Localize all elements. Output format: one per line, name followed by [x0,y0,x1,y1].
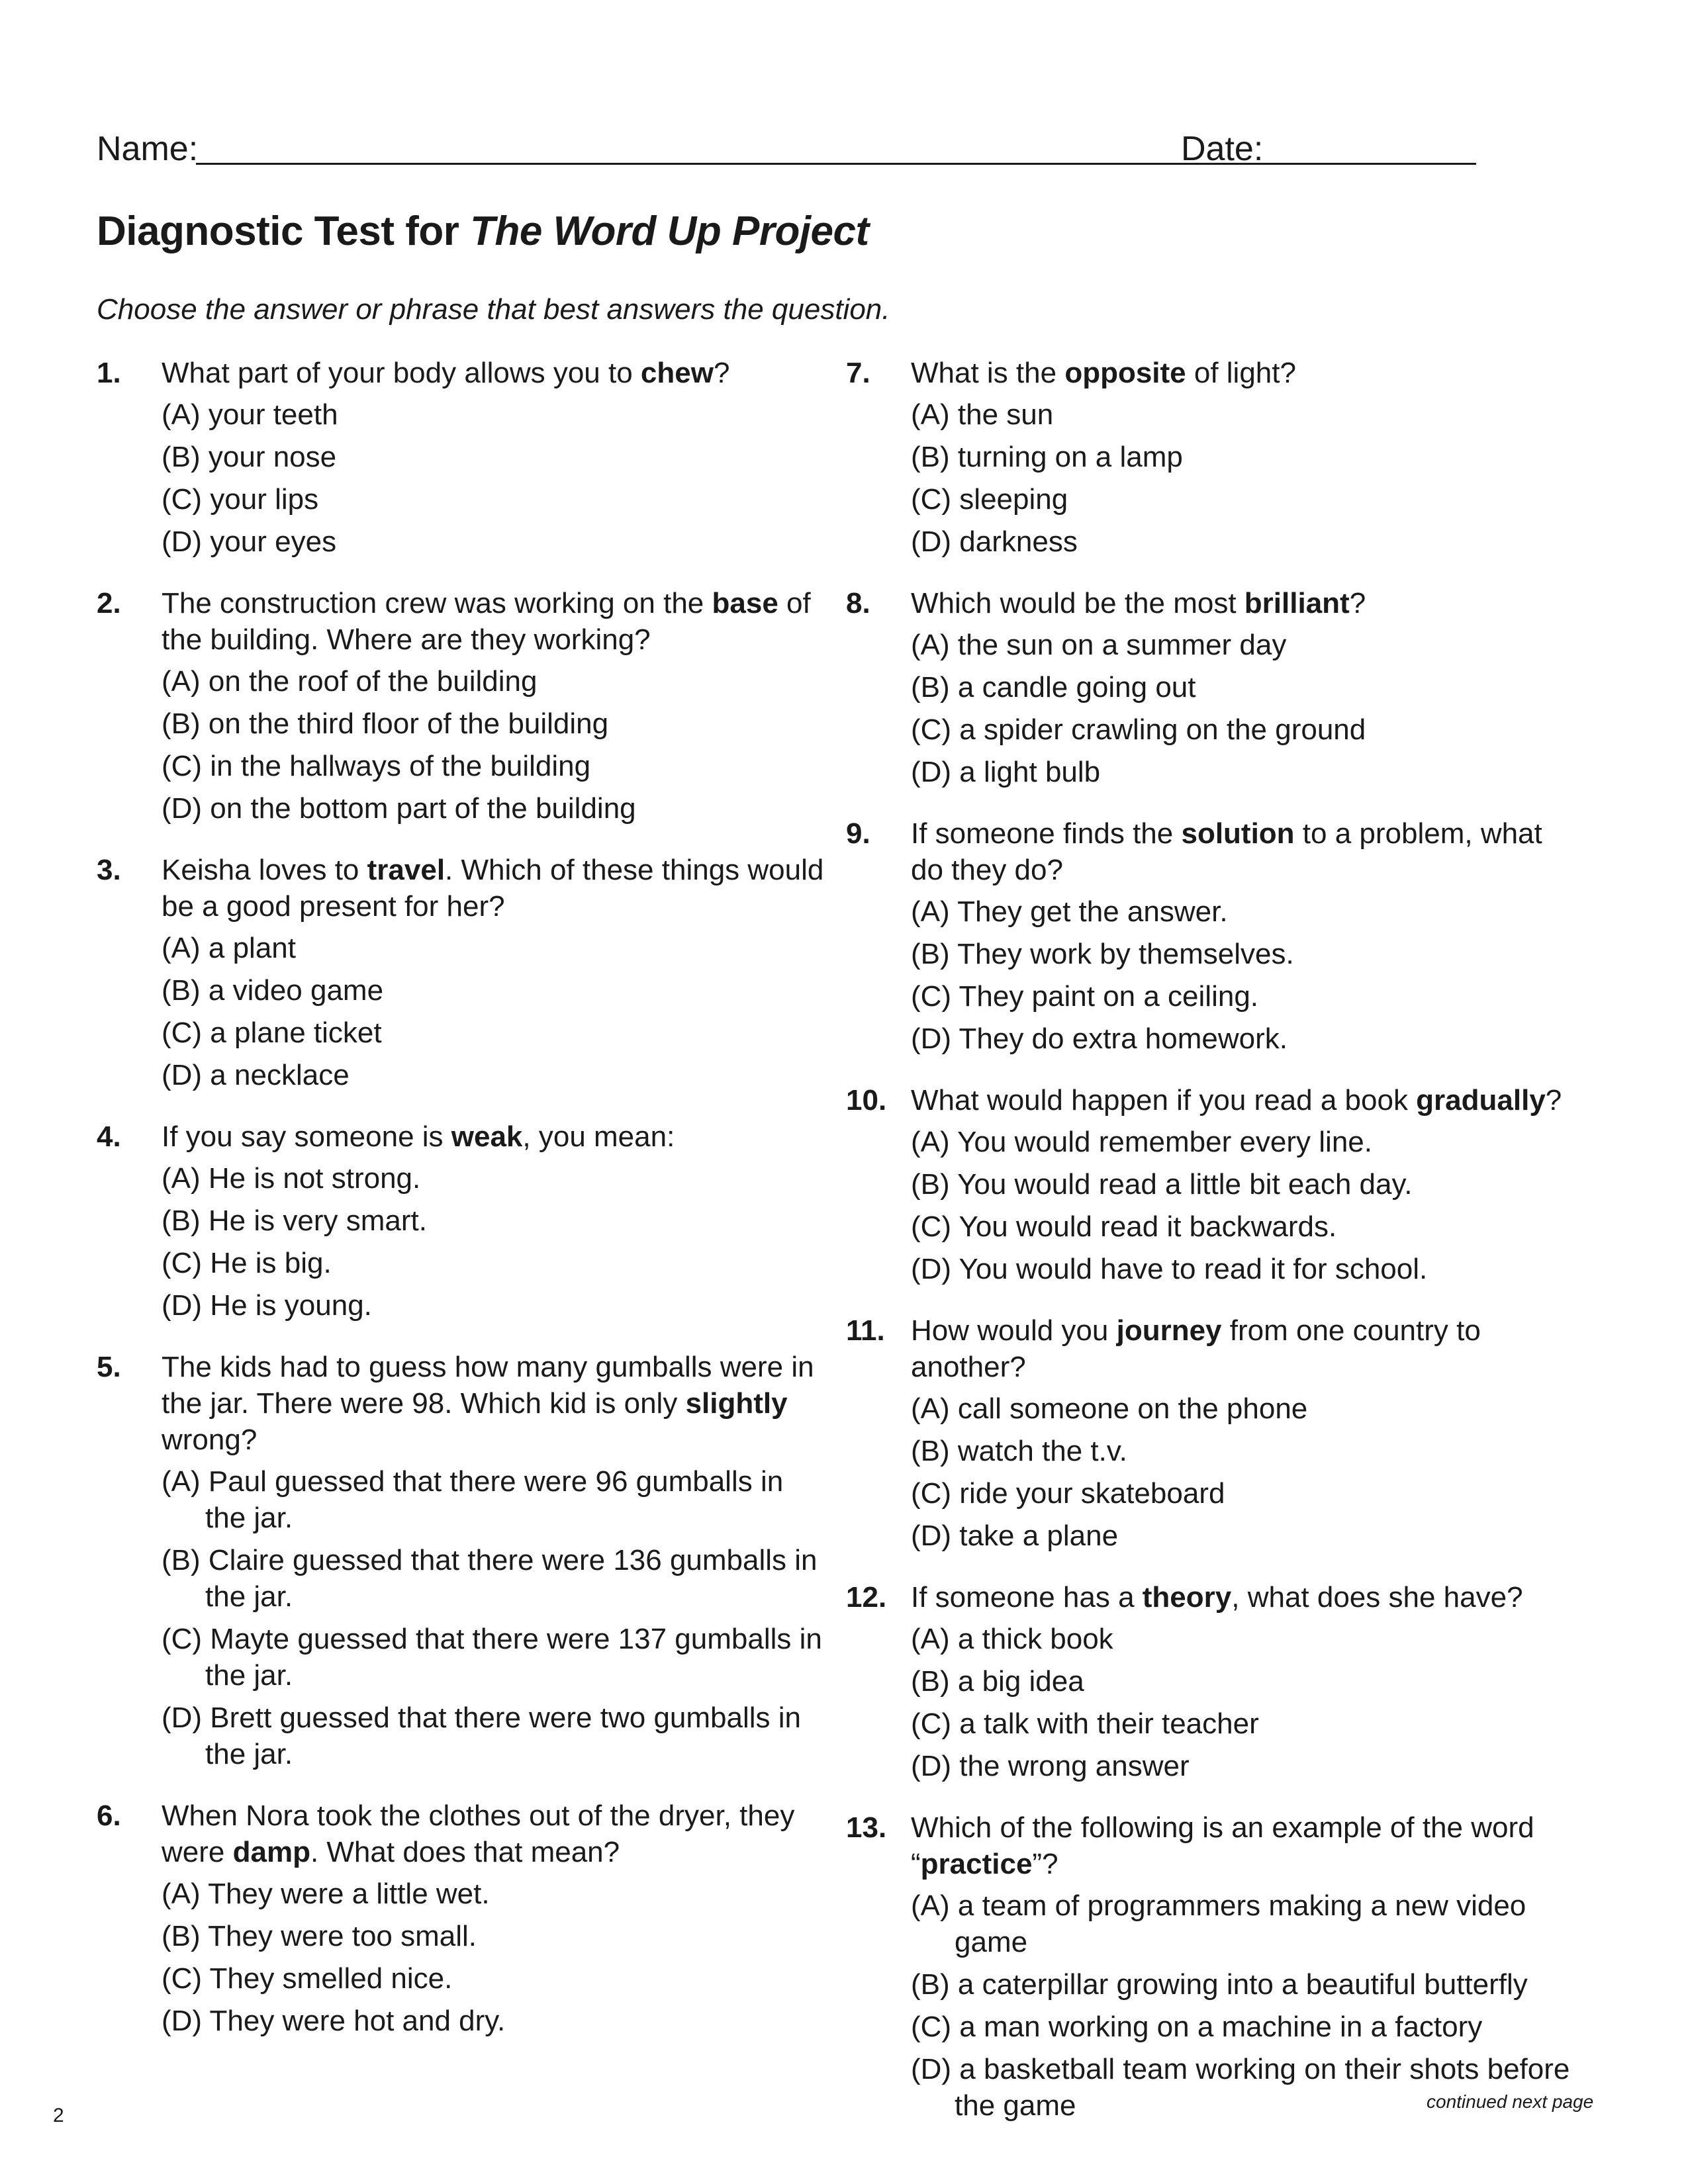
page-title: Diagnostic Test for The Word Up Project [97,208,869,254]
answer-option[interactable]: (B) a caterpillar growing into a beautiful butterfly [911,1968,1528,2001]
date-field[interactable] [1270,163,1476,165]
answer-option[interactable]: (A) They were a little wet. [162,1878,490,1910]
question-number: 4. [97,1120,121,1153]
question-stem: If you say someone is weak, you mean: [162,1120,675,1153]
answer-option[interactable]: (C) ride your skateboard [911,1477,1225,1510]
answer-option[interactable]: (B) a video game [162,974,384,1007]
answer-option[interactable]: (C) a talk with their teacher [911,1707,1259,1740]
question-number: 1. [97,357,121,389]
answer-option[interactable]: (C) He is big. [162,1247,332,1279]
answer-option[interactable]: (C) They smelled nice. [162,1962,453,1995]
keyword: base [712,587,778,619]
keyword: opposite [1064,357,1186,389]
question [97,1118,831,1324]
keyword: brilliant [1244,587,1350,619]
answer-option[interactable]: (D) a basketball team working on their shots before the game [911,2053,1570,2122]
page-number: 2 [53,2105,64,2126]
keyword: practice [920,1848,1033,1880]
question-number: 12. [846,1581,887,1614]
answer-option[interactable]: (A) You would remember every line. [911,1126,1372,1158]
date-label: Date: [1181,130,1264,168]
answer-option[interactable]: (B) on the third floor of the building [162,707,609,740]
keyword: slightly [685,1387,788,1420]
answer-option[interactable]: (D) darkness [911,525,1078,558]
keyword: theory [1142,1581,1232,1614]
answer-option[interactable]: (C) a spider crawling on the ground [911,713,1366,746]
answer-option[interactable]: (B) He is very smart. [162,1205,427,1237]
answer-option[interactable]: (C) They paint on a ceiling. [911,980,1259,1013]
answer-option[interactable]: (D) a necklace [162,1059,350,1091]
question-stem: Which of the following is an example of the word “practice”? [911,1811,1534,1880]
question-number: 10. [846,1084,887,1116]
answer-option[interactable]: (D) the wrong answer [911,1750,1190,1782]
answer-option[interactable]: (C) a plane ticket [162,1017,382,1049]
question-stem: Which would be the most brilliant? [911,587,1366,619]
question [97,585,831,827]
keyword: travel [367,854,445,886]
question-number: 8. [846,587,870,619]
answer-option[interactable]: (C) in the hallways of the building [162,750,591,782]
right-column [846,355,1581,2124]
answer-option[interactable]: (A) a thick book [911,1623,1113,1655]
name-field[interactable] [196,163,1275,165]
answer-option[interactable]: (B) You would read a little bit each day. [911,1168,1413,1201]
answer-option[interactable]: (B) a candle going out [911,671,1196,704]
answer-option[interactable]: (D) your eyes [162,525,337,558]
question [97,852,831,1093]
answer-option[interactable]: (D) You would have to read it for school. [911,1253,1428,1285]
question [846,1312,1581,1554]
answer-option[interactable]: (C) a man working on a machine in a factory [911,2011,1483,2043]
answer-option[interactable]: (A) the sun on a summer day [911,629,1287,661]
keyword: gradually [1416,1084,1546,1116]
answer-option[interactable]: (A) the sun [911,398,1054,431]
question-stem: How would you journey from one country to another? [911,1314,1481,1383]
instructions: Choose the answer or phrase that best answers the question. [97,293,890,326]
keyword: solution [1181,817,1295,850]
answer-option[interactable]: (C) Mayte guessed that there were 137 gumballs in the jar. [162,1623,822,1692]
answer-option[interactable]: (D) They were hot and dry. [162,2005,506,2037]
question-number: 13. [846,1811,887,1844]
answer-option[interactable]: (C) You would read it backwards. [911,1210,1337,1243]
question [97,1349,831,1772]
name-label: Name: [97,130,199,168]
answer-option[interactable]: (A) call someone on the phone [911,1392,1308,1425]
question-stem: The kids had to guess how many gumballs were in the jar. There were 98. Which kid is only slightly wrong? [162,1351,814,1456]
name-date-row [97,126,1474,172]
question-number: 11. [846,1314,885,1347]
question-stem: What is the opposite of light? [911,357,1296,389]
keyword: weak [451,1120,523,1153]
question [846,1082,1581,1287]
question [846,355,1581,560]
question [846,585,1581,790]
answer-option[interactable]: (A) your teeth [162,398,338,431]
question [846,1579,1581,1784]
answer-option[interactable]: (C) your lips [162,483,319,516]
answer-option[interactable]: (B) turning on a lamp [911,441,1183,473]
continued-note: continued next page [1427,2091,1594,2112]
answer-option[interactable]: (D) Brett guessed that there were two gumballs in the jar. [162,1702,802,1770]
question-stem: When Nora took the clothes out of the dryer, they were damp. What does that mean? [162,1799,795,1868]
answer-option[interactable]: (D) They do extra homework. [911,1023,1288,1055]
answer-option[interactable]: (A) He is not strong. [162,1162,421,1195]
question-stem: Keisha loves to travel. Which of these things would be a good present for her? [162,854,824,923]
answer-option[interactable]: (B) a big idea [911,1665,1084,1698]
question [97,355,831,560]
question [846,815,1581,1057]
answer-option[interactable]: (B) Claire guessed that there were 136 gumballs in the jar. [162,1544,818,1613]
question-stem: What would happen if you read a book gradually? [911,1084,1562,1116]
answer-option[interactable]: (A) a plant [162,932,296,964]
answer-option[interactable]: (D) on the bottom part of the building [162,792,636,825]
question-number: 2. [97,587,121,619]
answer-option[interactable]: (D) a light bulb [911,756,1101,788]
answer-option[interactable]: (A) a team of programmers making a new video game [911,1889,1526,1958]
answer-option[interactable]: (D) take a plane [911,1520,1119,1552]
question-number: 7. [846,357,870,389]
answer-option[interactable]: (A) on the roof of the building [162,665,538,698]
title-project-name: The Word Up Project [470,208,869,254]
keyword: journey [1116,1314,1222,1347]
question-stem: If someone has a theory, what does she have? [911,1581,1523,1614]
question [97,1797,831,2039]
answer-option[interactable]: (A) They get the answer. [911,895,1228,928]
answer-option[interactable]: (A) Paul guessed that there were 96 gumballs in the jar. [162,1465,784,1534]
question-number: 9. [846,817,870,850]
answer-option[interactable]: (C) sleeping [911,483,1068,516]
keyword: chew [640,357,714,389]
question-number: 3. [97,854,121,886]
keyword: damp [232,1836,310,1868]
answer-option[interactable]: (D) He is young. [162,1289,372,1322]
question-stem: If someone finds the solution to a problem, what do they do? [911,817,1542,886]
question [846,1809,1581,2124]
answer-option[interactable]: (B) watch the t.v. [911,1435,1127,1467]
question-number: 6. [97,1799,121,1832]
left-column [97,355,831,2039]
answer-option[interactable]: (B) They were too small. [162,1920,477,1952]
question-stem: The construction crew was working on the base of the building. Where are they working? [162,587,811,656]
question-stem: What part of your body allows you to chew? [162,357,730,389]
question-number: 5. [97,1351,121,1383]
answer-option[interactable]: (B) They work by themselves. [911,938,1294,970]
answer-option[interactable]: (B) your nose [162,441,337,473]
